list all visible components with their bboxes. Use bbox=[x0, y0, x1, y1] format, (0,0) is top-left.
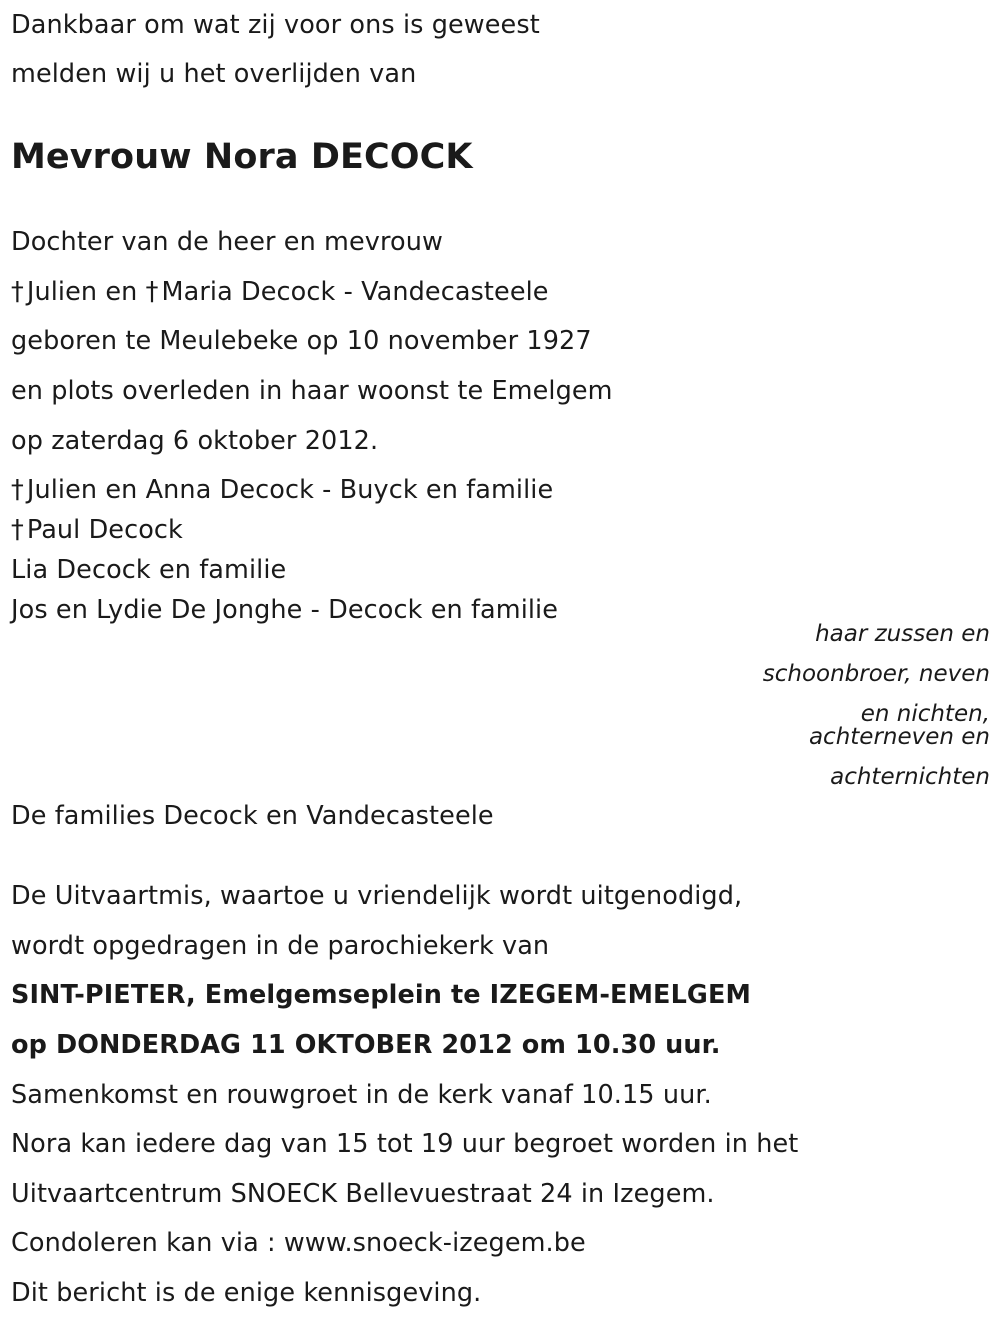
mother-name: Maria Decock - Vandecasteele bbox=[161, 277, 549, 307]
family-member: Jos en Lydie De Jonghe - Decock en familie bbox=[11, 595, 559, 625]
death-date: op zaterdag 6 oktober 2012. bbox=[11, 426, 379, 456]
relation-line: haar zussen en bbox=[815, 621, 990, 647]
relation-line: schoonbroer, neven bbox=[762, 661, 990, 687]
relation-line: en nichten, bbox=[860, 701, 990, 727]
service-line-1: De Uitvaartmis, waartoe u vriendelijk wordt uitgenodigd, bbox=[11, 881, 743, 911]
service-line-2: wordt opgedragen in de parochiekerk van bbox=[11, 931, 550, 961]
family-member: † Paul Decock bbox=[11, 515, 183, 545]
birth-line: geboren te Meulebeke op 10 november 1927 bbox=[11, 326, 592, 356]
cross-icon: † bbox=[145, 277, 159, 307]
deceased-name: Mevrouw Nora DECOCK bbox=[11, 137, 473, 177]
church-location: SINT-PIETER, Emelgemseplein te IZEGEM-EMELGEM bbox=[11, 980, 751, 1010]
families-line: De families Decock en Vandecasteele bbox=[11, 801, 494, 831]
family-member: † Julien en Anna Decock - Buyck en familie bbox=[11, 475, 554, 505]
parents-line bbox=[11, 277, 549, 307]
death-line: en plots overleden in haar woonst te Emelgem bbox=[11, 376, 613, 406]
gathering-line: Samenkomst en rouwgroet in de kerk vanaf 10.15 uur. bbox=[11, 1080, 712, 1110]
notice-line: Dit bericht is de enige kennisgeving. bbox=[11, 1278, 482, 1308]
father-name: Julien en bbox=[26, 277, 138, 307]
intro-line-1: Dankbaar om wat zij voor ons is geweest bbox=[11, 10, 540, 40]
relation-line: achternichten bbox=[830, 764, 990, 790]
parents-intro: Dochter van de heer en mevrouw bbox=[11, 227, 443, 257]
cross-icon: † bbox=[11, 515, 24, 545]
relation-line: achterneven en bbox=[808, 724, 990, 750]
visit-line-2: Uitvaartcentrum SNOECK Bellevuestraat 24 in Izegem. bbox=[11, 1179, 715, 1209]
service-datetime: op DONDERDAG 11 OKTOBER 2012 om 10.30 uur. bbox=[11, 1030, 721, 1060]
cross-icon: † bbox=[11, 475, 24, 505]
visit-line-1: Nora kan iedere dag van 15 tot 19 uur begroet worden in het bbox=[11, 1129, 799, 1159]
family-member: Lia Decock en familie bbox=[11, 555, 287, 585]
intro-line-2: melden wij u het overlijden van bbox=[11, 59, 417, 89]
cross-icon: † bbox=[11, 277, 24, 307]
condolence-line: Condoleren kan via : www.snoeck-izegem.be bbox=[11, 1228, 586, 1258]
